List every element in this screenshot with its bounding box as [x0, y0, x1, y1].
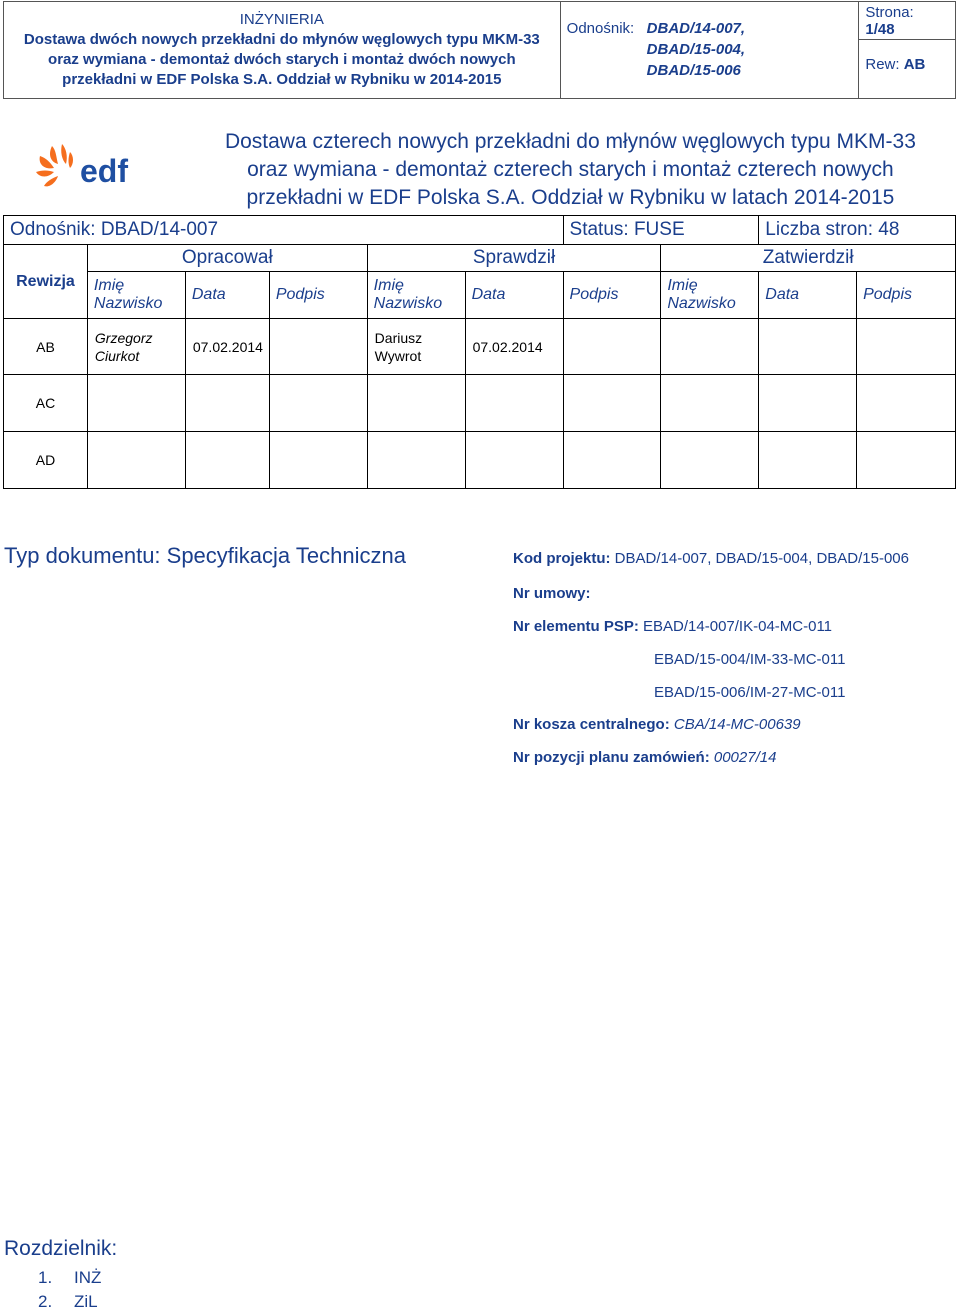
header-page-cell [859, 2, 956, 99]
group-checked: Sprawdził [367, 245, 661, 272]
header-rev-label: Rew: [865, 56, 900, 73]
document-title-line: przekładni w EDF Polska S.A. Oddział w Rybniku w latach 2014-2015 [246, 186, 895, 209]
header-ref-label: Odnośnik: [566, 20, 635, 37]
header-page-label: Strona: [865, 4, 914, 21]
central-basket: Nr kosza centralnego: CBA/14-MC-00639 [513, 716, 801, 733]
header-ref-value: DBAD/15-004, [646, 41, 746, 58]
psp-element-value: EBAD/15-006/IM-27-MC-011 [654, 684, 846, 701]
psp-element-value: EBAD/15-004/IM-33-MC-011 [654, 651, 846, 668]
col-date-header: Data [465, 272, 563, 319]
revision-header: Rewizja [4, 245, 88, 319]
distribution-title: Rozdzielnik: [4, 1237, 118, 1260]
prepared-name: Grzegorz Ciurkot [87, 319, 185, 375]
header-ref-value: DBAD/14-007, [646, 20, 746, 37]
top-header [3, 1, 956, 99]
table-row [4, 432, 956, 489]
revision-cell: AB [4, 319, 88, 375]
header-ref-value: DBAD/15-006 [646, 62, 741, 79]
distribution-list [38, 1266, 101, 1314]
col-sign-header: Podpis [269, 272, 367, 319]
group-prepared: Opracował [87, 245, 367, 272]
document-title-line: Dostawa czterech nowych przekładni do młynów węglowych typu MKM-33 [224, 130, 916, 153]
table-row [4, 319, 956, 375]
approval-table [3, 125, 956, 489]
col-date-header: Data [759, 272, 857, 319]
document-title-line: oraz wymiana - demontaż czterech starych i montaż czterech nowych [247, 158, 894, 181]
header-title-line: przekładni w EDF Polska S.A. Oddział w Rybniku w 2014-2015 [62, 71, 502, 88]
contract-number: Nr umowy: [513, 585, 591, 602]
checked-name: Dariusz Wywrot [367, 319, 465, 375]
checked-sign [563, 319, 661, 375]
header-title-line: Dostawa dwóch nowych przekładni do młynów węglowych typu MKM-33 [23, 31, 540, 48]
table-row [4, 375, 956, 432]
project-code: Kod projektu: DBAD/14-007, DBAD/15-004, DBAD/15-006 [513, 550, 909, 567]
edf-logo-icon [4, 138, 186, 203]
col-name-header: Imię Nazwisko [367, 272, 465, 319]
approved-date [759, 319, 857, 375]
order-plan-position: Nr pozycji planu zamówień: 00027/14 [513, 749, 777, 766]
header-title-cell [4, 2, 561, 99]
logo-cell [4, 125, 186, 216]
header-title-line: oraz wymiana - demontaż dwóch starych i montaż dwóch nowych [48, 51, 516, 68]
header-ref-cell [560, 2, 859, 99]
approved-name [661, 319, 759, 375]
header-dept: INŻYNIERIA [239, 11, 324, 28]
list-item: 1. INŻ [38, 1268, 102, 1287]
edf-logo-text: edf [79, 152, 128, 189]
col-name-header: Imię Nazwisko [87, 272, 185, 319]
approved-sign [857, 319, 956, 375]
col-name-header: Imię Nazwisko [661, 272, 759, 319]
revision-cell: AC [4, 375, 88, 432]
prepared-sign [269, 319, 367, 375]
document-type: Typ dokumentu: Specyfikacja Techniczna [4, 543, 406, 568]
psp-element: Nr elementu PSP: EBAD/14-007/IK-04-MC-011 [513, 618, 833, 635]
col-date-header: Data [185, 272, 269, 319]
status-field: Status: FUSE [563, 216, 759, 245]
header-page-value: 1/48 [865, 21, 895, 38]
header-rev-value: AB [903, 56, 926, 73]
page-count: Liczba stron: 48 [759, 216, 956, 245]
document-title [185, 125, 955, 216]
checked-date: 07.02.2014 [465, 319, 563, 375]
group-approved: Zatwierdził [661, 245, 956, 272]
list-item: 2. ZiL [38, 1292, 98, 1311]
reference-number: Odnośnik: DBAD/14-007 [4, 216, 564, 245]
col-sign-header: Podpis [563, 272, 661, 319]
prepared-date: 07.02.2014 [185, 319, 269, 375]
revision-cell: AD [4, 432, 88, 489]
col-sign-header: Podpis [857, 272, 956, 319]
